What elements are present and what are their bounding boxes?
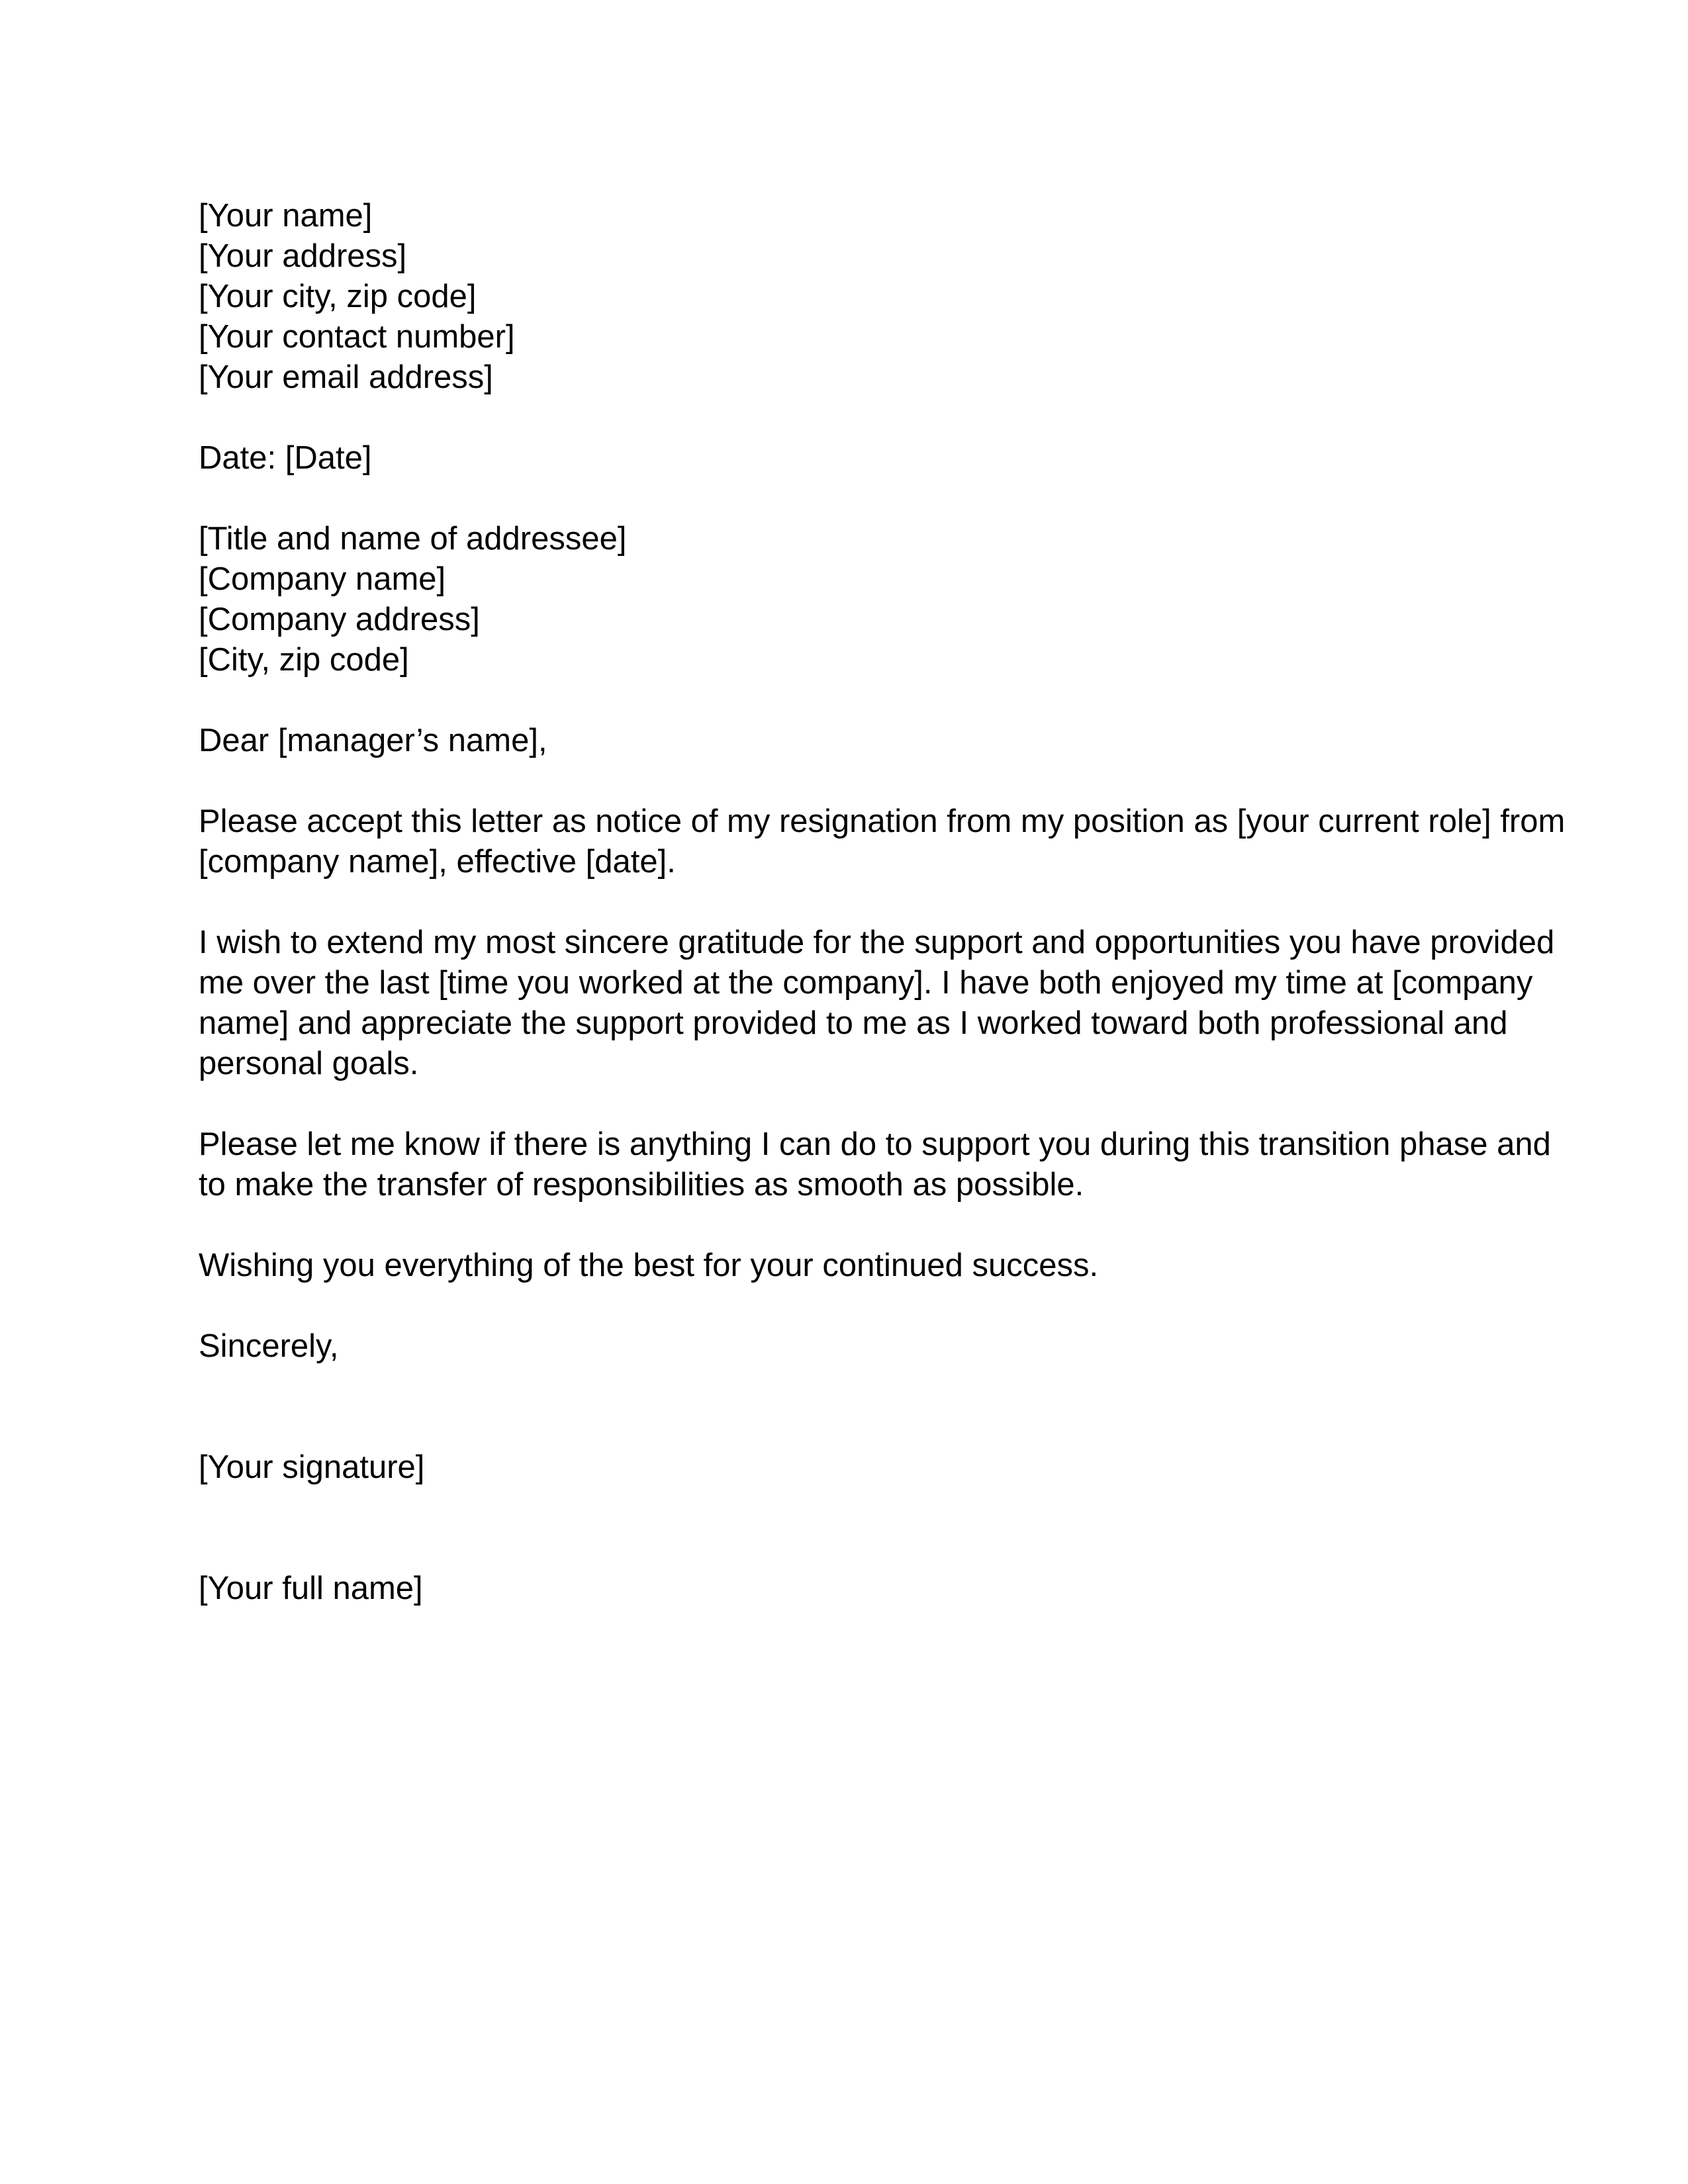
paragraph-line: personal goals. [199, 1046, 419, 1081]
paragraph-line: to make the transfer of responsibilities as smooth as possible. [199, 1167, 1084, 1203]
body-paragraph-2 [199, 923, 1555, 1084]
recipient-block [199, 519, 1489, 680]
body-paragraph-1 [199, 801, 1566, 882]
paragraph-line: Please let me know if there is anything I can do to support you during this transition phase and [199, 1126, 1551, 1162]
date-block [199, 438, 1489, 478]
closing-block [199, 1326, 1489, 1367]
paragraph-line: [company name], effective [date]. [199, 844, 676, 880]
recipient-title-name: [Title and name of addressee] [199, 521, 627, 557]
body-paragraph-4 [199, 1246, 1489, 1286]
paragraph-line: me over the last [time you worked at the company]. I have both enjoyed my time at [company [199, 965, 1533, 1001]
sender-address: [Your address] [199, 238, 407, 274]
sender-city-zip: [Your city, zip code] [199, 279, 477, 314]
signature-placeholder: [Your signature] [199, 1449, 425, 1485]
sender-block [199, 196, 1489, 398]
full-name: [Your full name] [199, 1570, 423, 1606]
full-name-block [199, 1569, 1489, 1609]
recipient-company-name: [Company name] [199, 561, 446, 597]
closing: Sincerely, [199, 1328, 339, 1364]
salutation: Dear [manager’s name], [199, 723, 547, 758]
recipient-company-address: [Company address] [199, 602, 480, 637]
paragraph-line: name] and appreciate the support provided to me as I worked toward both professional and [199, 1005, 1508, 1041]
body-paragraph-3 [199, 1124, 1551, 1205]
paragraph-line: I wish to extend my most sincere gratitude for the support and opportunities you have provided [199, 925, 1555, 960]
recipient-city-zip: [City, zip code] [199, 642, 409, 678]
sender-contact-number: [Your contact number] [199, 319, 515, 355]
salutation-block [199, 721, 1489, 761]
date-line: Date: [Date] [199, 440, 372, 476]
signature-block [199, 1447, 1489, 1488]
paragraph-line: Wishing you everything of the best for your continued success. [199, 1248, 1099, 1283]
paragraph-line: Please accept this letter as notice of my resignation from my position as [your current role] from [199, 803, 1566, 839]
sender-email: [Your email address] [199, 359, 493, 395]
sender-name: [Your name] [199, 198, 373, 234]
resignation-letter [199, 196, 1566, 1649]
